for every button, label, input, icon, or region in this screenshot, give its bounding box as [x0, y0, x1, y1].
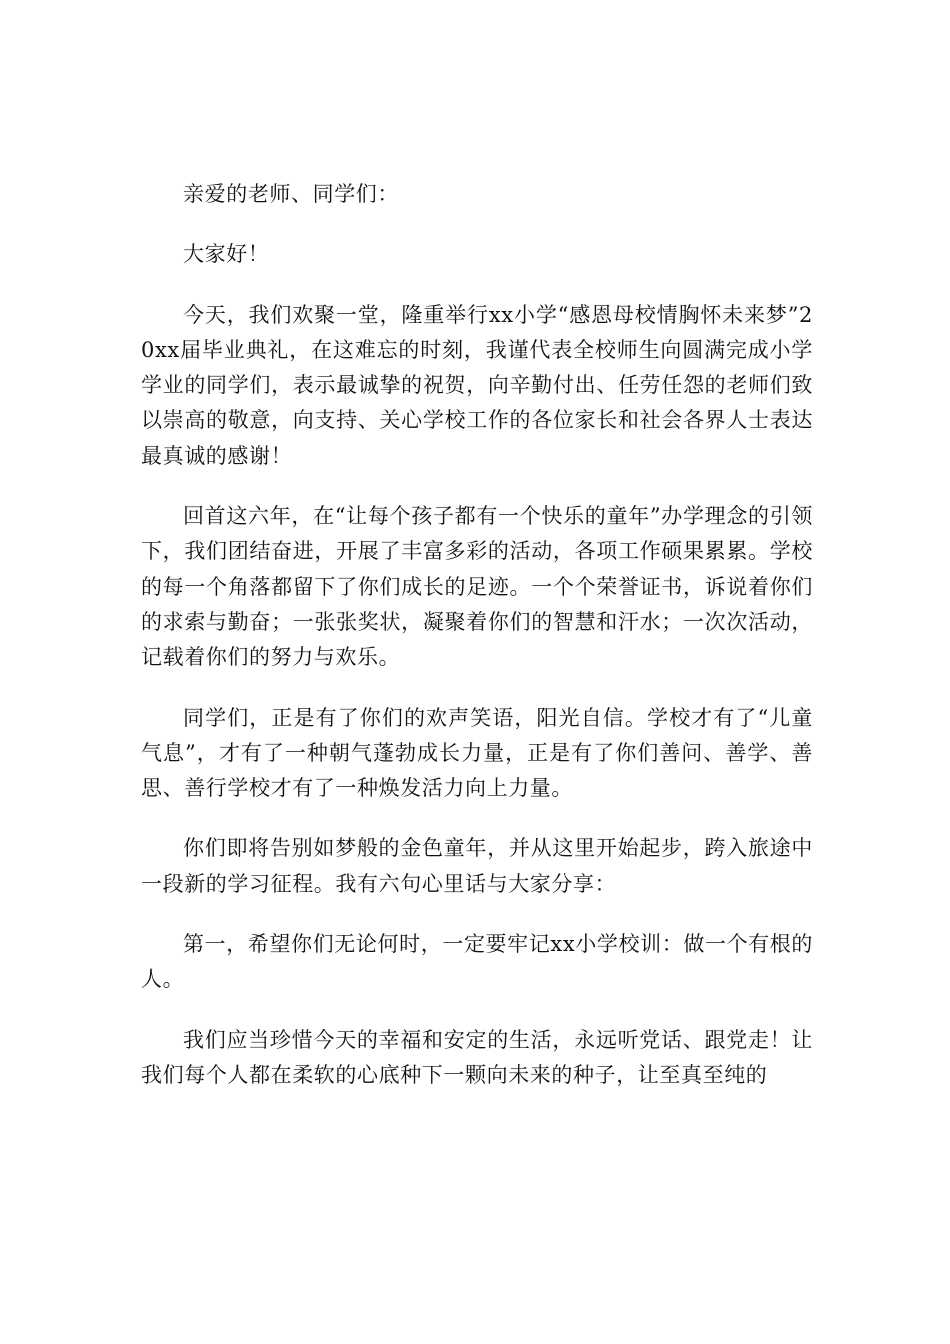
greeting: 大家好！	[183, 242, 270, 267]
paragraph-farewell: 你们即将告别如梦般的金色童年，并从这里开始起步，跨入旅途中一段新的学习征程。我有六句心里话与大家分享：	[141, 836, 813, 896]
paragraph-review: 回首这六年，在“让每个孩子都有一个快乐的童年”办学理念的引领下，我们团结奋进，开展了丰富多彩的活动，各项工作硕果累累。学校的每一个角落都留下了你们成长的足迹。一个个荣誉证书，诉说着你们的求索与勤奋；一张张奖状，凝聚着你们的智慧和汗水；一次次活动，记载着你们的努力与欢乐。	[141, 504, 813, 670]
paragraph-students: 同学们，正是有了你们的欢声笑语，阳光自信。学校才有了“儿童气息”，才有了一种朝气蓬勃成长力量，正是有了你们善问、善学、善思、善行学校才有了一种焕发活力向上力量。	[141, 705, 813, 801]
salutation: 亲爱的老师、同学们：	[183, 182, 399, 206]
paragraph-cherish: 我们应当珍惜今天的幸福和安定的生活，永远听党话、跟党走！让我们每个人都在柔软的心底种下一颗向未来的种子，让至真至纯的	[141, 1027, 813, 1087]
paragraph-first-wish: 第一，希望你们无论何时，一定要牢记xx小学校训：做一个有根的人。	[141, 932, 813, 992]
document-body	[141, 177, 813, 1118]
paragraph-opening: 今天，我们欢聚一堂，隆重举行xx小学“感恩母校情胸怀未来梦”20xx届毕业典礼，在这难忘的时刻，我谨代表全校师生向圆满完成小学学业的同学们，表示最诚挚的祝贺，向辛勤付出、任劳任怨的老师们致以崇高的敬意，向支持、关心学校工作的各位家长和社会各界人士表达最真诚的感谢！	[141, 302, 813, 468]
